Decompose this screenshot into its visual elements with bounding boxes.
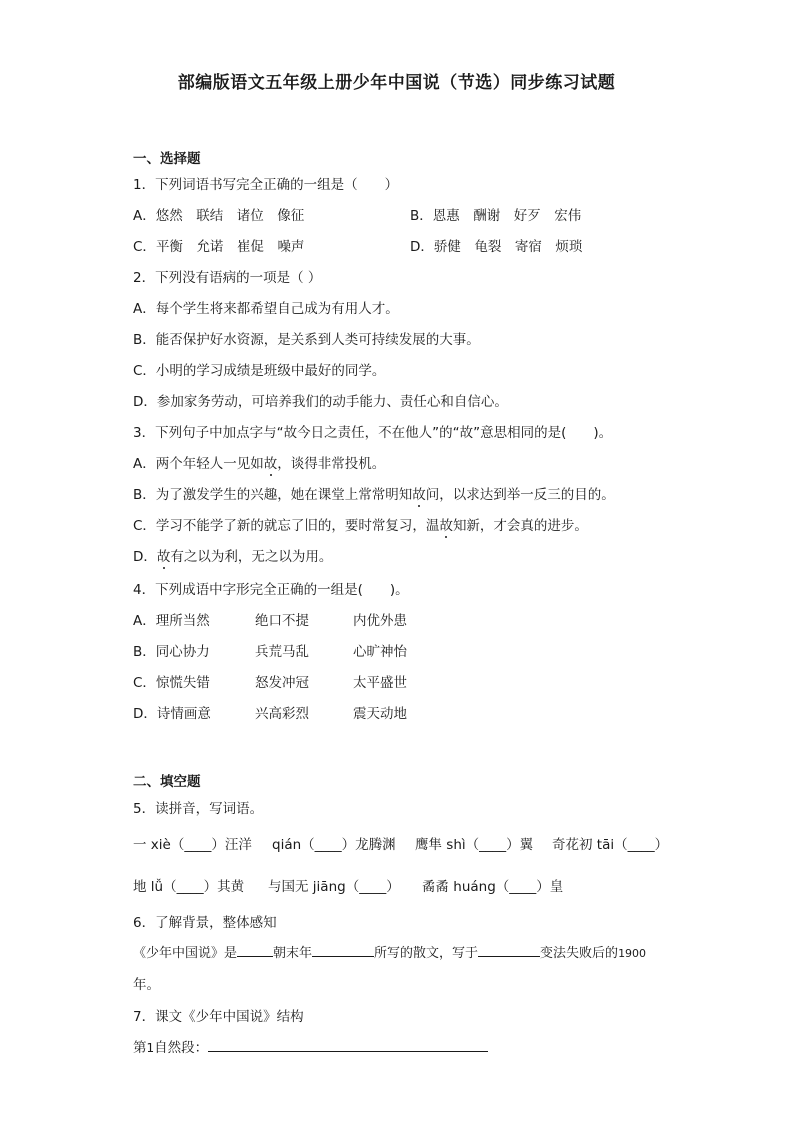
option-word: 龟裂 (474, 239, 502, 255)
idiom: 太平盛世 (353, 675, 407, 691)
question-5-row-1 (133, 833, 668, 853)
question-4-stem: 4．下列成语中字形完全正确的一组是( )。 (133, 582, 409, 598)
question-1-option-a (133, 204, 304, 224)
question-6-stem: 6．了解背景，整体感知 (133, 915, 277, 931)
idiom: B．同心协力 (133, 644, 210, 660)
label-text: 自然段： (154, 1040, 209, 1056)
question-4-option-a (133, 609, 407, 629)
answer-blank[interactable] (208, 1039, 488, 1052)
question-3-option-b (133, 483, 615, 503)
option-text: 有之以为利，无之以为用。 (170, 549, 333, 565)
pinyin-blank: 与国无 jiāng（____） (268, 879, 400, 895)
option-text: A．两个年轻人一见如 (133, 456, 264, 472)
option-word: 恩惠 (432, 208, 460, 224)
question-2-option-c: C．小明的学习成绩是班级中最好的同学。 (133, 363, 386, 379)
option-text: 问，以求达到举一反三的目的。 (425, 487, 615, 503)
idiom: 兴高彩烈 (255, 706, 309, 722)
option-word: 平衡 (155, 239, 183, 255)
question-4-option-d (133, 702, 407, 722)
question-1-option-b (410, 204, 581, 224)
question-4-option-b (133, 640, 407, 660)
question-1-option-c (133, 235, 304, 255)
option-text: B．为了激发学生的兴趣，她在课堂上常常明知 (133, 487, 413, 503)
question-6-sentence-end: 年。 (133, 977, 160, 993)
option-word: 悠然 (155, 208, 183, 224)
question-5-row-2 (133, 875, 563, 895)
option-word: 噪声 (277, 239, 305, 255)
option-word: 像征 (277, 208, 305, 224)
question-1-option-d (410, 235, 582, 255)
sentence-text: 朝末年 (273, 946, 313, 961)
option-letter: C． (133, 239, 156, 255)
pinyin-blank: 奇花初 tāi（____） (552, 837, 669, 853)
question-7-paragraph-1 (133, 1036, 488, 1056)
option-text: C．学习不能学了新的就忘了旧的，要时常复习，温 (133, 518, 440, 534)
option-text: 知新，才会真的进步。 (452, 518, 588, 534)
option-word: 联结 (196, 208, 224, 224)
option-text: D． (133, 549, 157, 565)
question-3-stem: 3．下列句子中加点字与“故今日之责任，不在他人”的“故”意思相同的是( )。 (133, 425, 613, 441)
pinyin-blank: qián（____）龙腾渊 (272, 837, 396, 853)
question-4-option-c (133, 671, 407, 691)
option-text: ，谈得非常投机。 (277, 456, 386, 472)
idiom: 内优外患 (353, 613, 407, 629)
page-title: 部编版语文五年级上册少年中国说（节选）同步练习试题 (177, 73, 616, 93)
option-word: 崔促 (236, 239, 264, 255)
question-2-option-a: A．每个学生将来都希望自己成为有用人才。 (133, 301, 399, 317)
answer-blank[interactable] (237, 944, 273, 957)
pinyin-blank: 鹰隼 shì（____）翼 (415, 837, 534, 853)
paragraph-number: 1 (146, 1041, 155, 1055)
option-word: 寄宿 (514, 239, 542, 255)
option-word: 骄健 (433, 239, 461, 255)
question-3-option-d (133, 545, 332, 565)
option-letter: D． (410, 239, 434, 255)
idiom: 绝口不提 (255, 613, 309, 629)
dotted-char: 故 (157, 545, 171, 565)
dotted-char: 故 (439, 514, 453, 534)
idiom: D．诗情画意 (133, 706, 211, 722)
question-7-stem: 7．课文《少年中国说》结构 (133, 1009, 304, 1025)
question-3-option-a (133, 452, 385, 472)
pinyin-blank: 一 xiè（____）汪洋 (133, 837, 252, 853)
question-1-stem: 1．下列词语书写完全正确的一组是（ ） (133, 177, 399, 193)
question-6-sentence (133, 942, 646, 961)
option-word: 宏伟 (554, 208, 582, 224)
pinyin-blank: 地 lǚ（____）其黄 (133, 879, 245, 895)
sentence-text: 《少年中国说》是 (133, 946, 238, 961)
option-word: 烦琐 (555, 239, 583, 255)
year-number: 1900 (618, 947, 647, 960)
idiom: 心旷神怡 (353, 644, 407, 660)
idiom: C．惊慌失错 (133, 675, 210, 691)
idiom: 震天动地 (353, 706, 407, 722)
label-text: 第 (133, 1040, 147, 1056)
question-2-stem: 2．下列没有语病的一项是（ ） (133, 270, 322, 286)
idiom: A．理所当然 (133, 613, 210, 629)
sentence-text: 变法失败后的 (540, 946, 619, 961)
answer-blank[interactable] (478, 944, 540, 957)
idiom: 怒发冲冠 (255, 675, 309, 691)
question-2-option-d: D．参加家务劳动，可培养我们的动手能力、责任心和自信心。 (133, 394, 508, 410)
sentence-text: 所写的散文，写于 (374, 946, 479, 961)
option-word: 诸位 (236, 208, 264, 224)
option-word: 酬谢 (473, 208, 501, 224)
question-5-stem: 5．读拼音，写词语。 (133, 801, 264, 817)
dotted-char: 故 (412, 483, 426, 503)
answer-blank[interactable] (312, 944, 374, 957)
option-word: 允诺 (196, 239, 224, 255)
dotted-char: 故 (264, 452, 278, 472)
option-letter: B． (410, 208, 433, 224)
option-letter: A． (133, 208, 156, 224)
question-3-option-c (133, 514, 588, 534)
question-2-option-b: B．能否保护好水资源，是关系到人类可持续发展的大事。 (133, 332, 480, 348)
option-word: 好歹 (513, 208, 541, 224)
section-heading-fill: 二、填空题 (133, 774, 201, 790)
section-heading-choice: 一、选择题 (133, 151, 201, 167)
idiom: 兵荒马乱 (255, 644, 309, 660)
pinyin-blank: 矞矞 huáng（____）皇 (422, 879, 564, 895)
